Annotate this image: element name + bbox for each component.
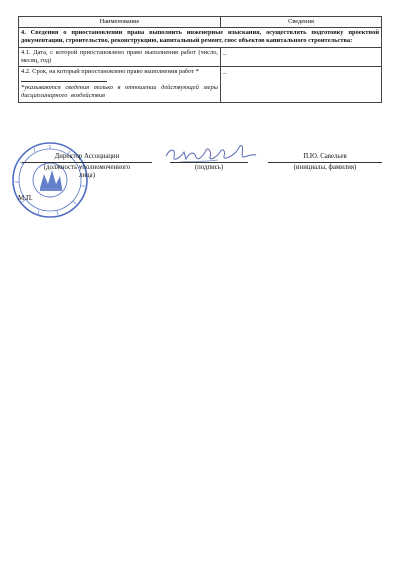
table-row: [19, 66, 382, 102]
row-4-2-cell: [19, 66, 221, 102]
position-text: Директор Ассоциации: [54, 153, 120, 160]
stamp-place-label: М.П.: [18, 194, 33, 202]
footnote: *указываются сведения только в отношении действующей меры дисциплинарного воздействия: [21, 84, 218, 100]
header-name: Наименование: [19, 17, 221, 28]
signer-name: П.Ю. Савельев: [303, 153, 347, 160]
table-row: [19, 47, 382, 66]
position-line: [22, 162, 152, 163]
name-line: [268, 162, 382, 163]
signature-block: [0, 140, 400, 220]
signature-line: [170, 162, 248, 163]
table-header-row: [19, 17, 382, 28]
section-title-row: [19, 28, 382, 47]
row-4-2-label: 4.2. Срок, на который приостановлено право выполнения работ *: [21, 67, 199, 75]
signature-caption: (подпись): [194, 164, 224, 171]
row-4-2-value: _: [221, 66, 382, 102]
row-4-1-label: 4.1. Дата, с которой приостановлено право выполнения работ (число, месяц, год): [19, 47, 221, 66]
header-info: Сведения: [221, 17, 382, 28]
position-caption: (должность уполномоченного лица): [43, 164, 131, 180]
section-4-title: 4. Сведения о приостановлении права выполнить инженерные изыскания, осуществлять подготовку проектной документации, строительство, реконструкцию, капитальный ремонт, снос объектов капитального строительства:: [19, 28, 382, 47]
info-table: [18, 16, 382, 103]
footnote-rule: [21, 81, 107, 82]
row-4-1-value: _: [221, 47, 382, 66]
name-caption: (инициалы, фамилия): [293, 164, 357, 171]
